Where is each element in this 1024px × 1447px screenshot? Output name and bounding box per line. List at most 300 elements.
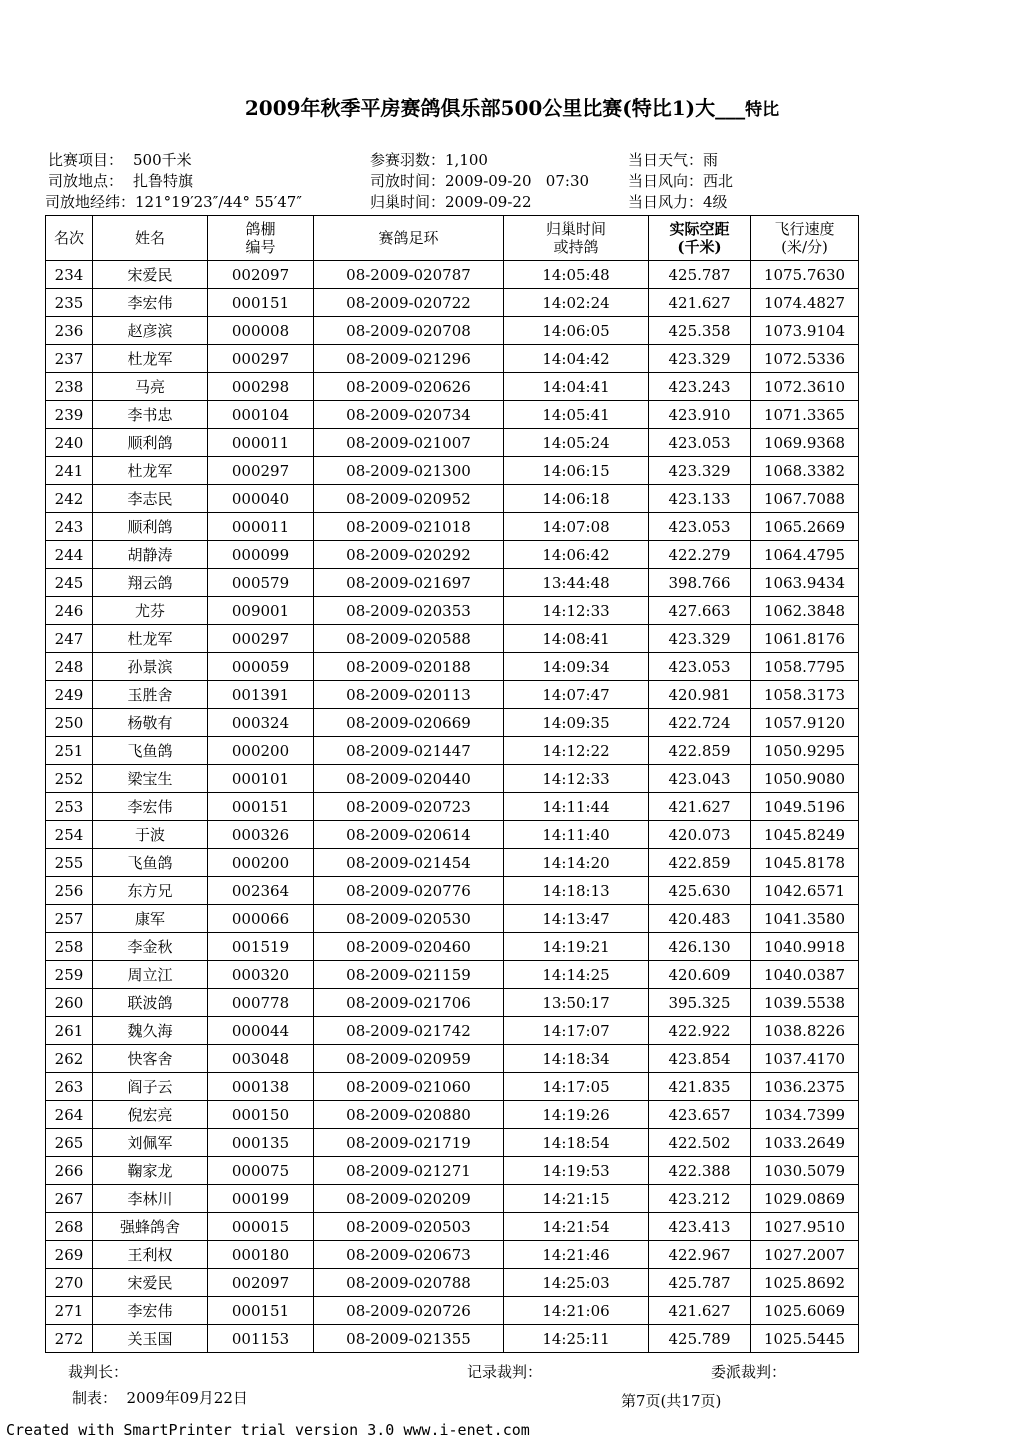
name-cell: 李志民 <box>93 485 208 513</box>
distance-cell: 421.835 <box>649 1073 751 1101</box>
speed-cell: 1073.9104 <box>751 317 859 345</box>
col-distance-header: 实际空距 (千米) <box>649 216 751 261</box>
ring-cell: 08-2009-020776 <box>314 877 504 905</box>
distance-cell: 420.073 <box>649 821 751 849</box>
return-time-cell: 14:14:20 <box>504 849 649 877</box>
name-cell: 周立江 <box>93 961 208 989</box>
rank-cell: 242 <box>46 485 93 513</box>
table-row <box>46 345 859 373</box>
rank-cell: 241 <box>46 457 93 485</box>
ring-cell: 08-2009-021447 <box>314 737 504 765</box>
ring-cell: 08-2009-020787 <box>314 261 504 289</box>
ring-cell: 08-2009-020734 <box>314 401 504 429</box>
loft-cell: 000104 <box>208 401 314 429</box>
name-cell: 联波鸽 <box>93 989 208 1017</box>
return-time-cell: 14:14:25 <box>504 961 649 989</box>
return-time-cell: 14:12:22 <box>504 737 649 765</box>
name-cell: 杜龙军 <box>93 345 208 373</box>
table-row <box>46 429 859 457</box>
return-time-cell: 13:44:48 <box>504 569 649 597</box>
distance-cell: 420.609 <box>649 961 751 989</box>
return-time-cell: 14:06:18 <box>504 485 649 513</box>
speed-cell: 1050.9080 <box>751 765 859 793</box>
name-cell: 赵彦滨 <box>93 317 208 345</box>
event-info: 比赛项目： 500千米 <box>48 151 192 169</box>
loft-cell: 000324 <box>208 709 314 737</box>
title-main: 2009年秋季平房赛鸽俱乐部500公里比赛(特比1)大___ <box>244 96 746 120</box>
speed-cell: 1027.9510 <box>751 1213 859 1241</box>
table-row <box>46 1241 859 1269</box>
ring-cell: 08-2009-020614 <box>314 821 504 849</box>
distance-cell: 427.663 <box>649 597 751 625</box>
rank-cell: 266 <box>46 1157 93 1185</box>
name-cell: 李书忠 <box>93 401 208 429</box>
speed-cell: 1061.8176 <box>751 625 859 653</box>
speed-cell: 1038.8226 <box>751 1017 859 1045</box>
speed-cell: 1036.2375 <box>751 1073 859 1101</box>
rank-cell: 254 <box>46 821 93 849</box>
page-indicator: 第7页(共17页) <box>621 1392 722 1410</box>
loft-cell: 000200 <box>208 737 314 765</box>
table-row <box>46 1325 859 1353</box>
table-row <box>46 681 859 709</box>
loft-cell: 000778 <box>208 989 314 1017</box>
rank-cell: 259 <box>46 961 93 989</box>
distance-cell: 425.630 <box>649 877 751 905</box>
return-time-cell: 13:50:17 <box>504 989 649 1017</box>
table-row <box>46 401 859 429</box>
page-title <box>0 92 1024 121</box>
loft-cell: 000297 <box>208 625 314 653</box>
speed-cell: 1041.3580 <box>751 905 859 933</box>
loft-cell: 000199 <box>208 1185 314 1213</box>
rank-cell: 243 <box>46 513 93 541</box>
name-cell: 东方兄 <box>93 877 208 905</box>
rank-cell: 234 <box>46 261 93 289</box>
rank-cell: 253 <box>46 793 93 821</box>
return-time-cell: 14:12:33 <box>504 765 649 793</box>
distance-cell: 425.789 <box>649 1325 751 1353</box>
loft-cell: 000015 <box>208 1213 314 1241</box>
distance-cell: 423.053 <box>649 513 751 541</box>
speed-cell: 1062.3848 <box>751 597 859 625</box>
name-cell: 李宏伟 <box>93 1297 208 1325</box>
distance-cell: 426.130 <box>649 933 751 961</box>
name-cell: 魏久海 <box>93 1017 208 1045</box>
speed-cell: 1050.9295 <box>751 737 859 765</box>
ring-cell: 08-2009-020723 <box>314 793 504 821</box>
table-row <box>46 1185 859 1213</box>
ring-cell: 08-2009-020952 <box>314 485 504 513</box>
rank-cell: 250 <box>46 709 93 737</box>
loft-cell: 000044 <box>208 1017 314 1045</box>
speed-cell: 1034.7399 <box>751 1101 859 1129</box>
rank-cell: 251 <box>46 737 93 765</box>
distance-cell: 395.325 <box>649 989 751 1017</box>
trial-watermark: Created with SmartPrinter trial version 3.0 www.i-enet.com <box>6 1421 530 1439</box>
table-row <box>46 485 859 513</box>
speed-cell: 1069.9368 <box>751 429 859 457</box>
rank-cell: 235 <box>46 289 93 317</box>
name-cell: 杜龙军 <box>93 625 208 653</box>
name-cell: 宋爱民 <box>93 1269 208 1297</box>
distance-cell: 425.787 <box>649 261 751 289</box>
table-header-row <box>46 216 859 261</box>
rank-cell: 236 <box>46 317 93 345</box>
speed-cell: 1045.8178 <box>751 849 859 877</box>
return-time-cell: 14:21:15 <box>504 1185 649 1213</box>
rank-cell: 257 <box>46 905 93 933</box>
distance-cell: 423.053 <box>649 653 751 681</box>
name-cell: 王利权 <box>93 1241 208 1269</box>
ring-cell: 08-2009-020959 <box>314 1045 504 1073</box>
table-row <box>46 289 859 317</box>
speed-cell: 1063.9434 <box>751 569 859 597</box>
rank-cell: 248 <box>46 653 93 681</box>
distance-cell: 398.766 <box>649 569 751 597</box>
ring-cell: 08-2009-021454 <box>314 849 504 877</box>
speed-cell: 1025.8692 <box>751 1269 859 1297</box>
ring-cell: 08-2009-020726 <box>314 1297 504 1325</box>
speed-cell: 1042.6571 <box>751 877 859 905</box>
col-return-header: 归巢时间 或持鸽 <box>504 216 649 261</box>
table-row <box>46 317 859 345</box>
delegate-judge-label: 委派裁判： <box>711 1363 787 1381</box>
name-cell: 阎子云 <box>93 1073 208 1101</box>
ring-cell: 08-2009-020530 <box>314 905 504 933</box>
speed-cell: 1025.6069 <box>751 1297 859 1325</box>
name-cell: 杨敬有 <box>93 709 208 737</box>
speed-cell: 1075.7630 <box>751 261 859 289</box>
results-table <box>45 215 859 1353</box>
table-row <box>46 513 859 541</box>
distance-cell: 423.329 <box>649 345 751 373</box>
speed-cell: 1068.3382 <box>751 457 859 485</box>
name-cell: 关玉国 <box>93 1325 208 1353</box>
distance-cell: 422.859 <box>649 737 751 765</box>
return-time-cell: 14:11:40 <box>504 821 649 849</box>
rank-cell: 271 <box>46 1297 93 1325</box>
rank-cell: 239 <box>46 401 93 429</box>
chief-judge-label: 裁判长： <box>68 1363 129 1381</box>
speed-cell: 1037.4170 <box>751 1045 859 1073</box>
ring-cell: 08-2009-020588 <box>314 625 504 653</box>
speed-cell: 1033.2649 <box>751 1129 859 1157</box>
rank-cell: 272 <box>46 1325 93 1353</box>
name-cell: 飞鱼鸽 <box>93 849 208 877</box>
ring-cell: 08-2009-021697 <box>314 569 504 597</box>
distance-cell: 422.859 <box>649 849 751 877</box>
return-time-cell: 14:08:41 <box>504 625 649 653</box>
return-time-cell: 14:17:05 <box>504 1073 649 1101</box>
speed-cell: 1065.2669 <box>751 513 859 541</box>
speed-cell: 1027.2007 <box>751 1241 859 1269</box>
ring-cell: 08-2009-020440 <box>314 765 504 793</box>
rank-cell: 264 <box>46 1101 93 1129</box>
rank-cell: 258 <box>46 933 93 961</box>
name-cell: 宋爱民 <box>93 261 208 289</box>
ring-cell: 08-2009-020788 <box>314 1269 504 1297</box>
ring-cell: 08-2009-020722 <box>314 289 504 317</box>
col-rank-header: 名次 <box>46 216 93 261</box>
return-time-cell: 14:21:54 <box>504 1213 649 1241</box>
table-row <box>46 261 859 289</box>
name-cell: 马亮 <box>93 373 208 401</box>
return-time-cell: 14:25:03 <box>504 1269 649 1297</box>
results-body <box>46 261 859 1353</box>
rank-cell: 255 <box>46 849 93 877</box>
speed-cell: 1040.0387 <box>751 961 859 989</box>
rank-cell: 238 <box>46 373 93 401</box>
return-time-cell: 14:13:47 <box>504 905 649 933</box>
wind-direction-info: 当日风向：西北 <box>628 172 734 190</box>
ring-cell: 08-2009-020113 <box>314 681 504 709</box>
ring-cell: 08-2009-020188 <box>314 653 504 681</box>
ring-cell: 08-2009-020708 <box>314 317 504 345</box>
name-cell: 鞠家龙 <box>93 1157 208 1185</box>
name-cell: 康军 <box>93 905 208 933</box>
speed-cell: 1057.9120 <box>751 709 859 737</box>
distance-cell: 421.627 <box>649 793 751 821</box>
name-cell: 顺利鸽 <box>93 429 208 457</box>
return-time-cell: 14:19:26 <box>504 1101 649 1129</box>
rank-cell: 262 <box>46 1045 93 1073</box>
distance-cell: 422.922 <box>649 1017 751 1045</box>
name-cell: 顺利鸽 <box>93 513 208 541</box>
distance-cell: 423.243 <box>649 373 751 401</box>
name-cell: 李宏伟 <box>93 793 208 821</box>
loft-cell: 000200 <box>208 849 314 877</box>
name-cell: 杜龙军 <box>93 457 208 485</box>
table-row <box>46 1213 859 1241</box>
ring-cell: 08-2009-021355 <box>314 1325 504 1353</box>
name-cell: 翔云鸽 <box>93 569 208 597</box>
return-time-cell: 14:05:48 <box>504 261 649 289</box>
return-time-cell: 14:06:15 <box>504 457 649 485</box>
loft-cell: 002097 <box>208 261 314 289</box>
ring-cell: 08-2009-021060 <box>314 1073 504 1101</box>
distance-cell: 423.657 <box>649 1101 751 1129</box>
table-row <box>46 961 859 989</box>
speed-cell: 1049.5196 <box>751 793 859 821</box>
ring-cell: 08-2009-021296 <box>314 345 504 373</box>
loft-cell: 000297 <box>208 457 314 485</box>
loft-cell: 000150 <box>208 1101 314 1129</box>
return-time-cell: 14:21:06 <box>504 1297 649 1325</box>
distance-cell: 422.724 <box>649 709 751 737</box>
record-judge-label: 记录裁判： <box>467 1363 543 1381</box>
speed-cell: 1040.9918 <box>751 933 859 961</box>
distance-cell: 423.329 <box>649 625 751 653</box>
speed-cell: 1039.5538 <box>751 989 859 1017</box>
return-time-cell: 14:18:54 <box>504 1129 649 1157</box>
name-cell: 尤芬 <box>93 597 208 625</box>
ring-cell: 08-2009-020626 <box>314 373 504 401</box>
table-row <box>46 1129 859 1157</box>
speed-cell: 1072.5336 <box>751 345 859 373</box>
speed-cell: 1058.7795 <box>751 653 859 681</box>
release-time-info: 司放时间：2009-09-20 07:30 <box>370 172 590 190</box>
return-time-cell: 14:18:13 <box>504 877 649 905</box>
table-row <box>46 905 859 933</box>
made-by-date: 制表： 2009年09月22日 <box>72 1389 248 1407</box>
title-suffix: 特比 <box>745 100 780 120</box>
name-cell: 刘佩军 <box>93 1129 208 1157</box>
loft-cell: 000101 <box>208 765 314 793</box>
speed-cell: 1072.3610 <box>751 373 859 401</box>
table-row <box>46 597 859 625</box>
ring-cell: 08-2009-020209 <box>314 1185 504 1213</box>
rank-cell: 249 <box>46 681 93 709</box>
loft-cell: 000320 <box>208 961 314 989</box>
ring-cell: 08-2009-021271 <box>314 1157 504 1185</box>
rank-cell: 270 <box>46 1269 93 1297</box>
ring-cell: 08-2009-021300 <box>314 457 504 485</box>
loft-cell: 000151 <box>208 289 314 317</box>
loft-cell: 000075 <box>208 1157 314 1185</box>
loft-cell: 009001 <box>208 597 314 625</box>
return-time-cell: 14:12:33 <box>504 597 649 625</box>
table-row <box>46 737 859 765</box>
table-row <box>46 849 859 877</box>
table-row <box>46 933 859 961</box>
loft-cell: 001391 <box>208 681 314 709</box>
rank-cell: 263 <box>46 1073 93 1101</box>
distance-cell: 420.483 <box>649 905 751 933</box>
ring-cell: 08-2009-020353 <box>314 597 504 625</box>
table-row <box>46 765 859 793</box>
speed-cell: 1071.3365 <box>751 401 859 429</box>
rank-cell: 256 <box>46 877 93 905</box>
table-row <box>46 1045 859 1073</box>
rank-cell: 265 <box>46 1129 93 1157</box>
loft-cell: 000326 <box>208 821 314 849</box>
name-cell: 强蜂鸽舍 <box>93 1213 208 1241</box>
table-row <box>46 569 859 597</box>
return-time-cell: 14:19:21 <box>504 933 649 961</box>
return-time-cell: 14:09:35 <box>504 709 649 737</box>
distance-cell: 422.279 <box>649 541 751 569</box>
coordinates-info: 司放地经纬：121°19′23″/44° 55′47″ <box>45 193 302 211</box>
rank-cell: 247 <box>46 625 93 653</box>
return-time-cell: 14:06:42 <box>504 541 649 569</box>
loft-cell: 003048 <box>208 1045 314 1073</box>
distance-cell: 420.981 <box>649 681 751 709</box>
name-cell: 倪宏亮 <box>93 1101 208 1129</box>
loft-cell: 000297 <box>208 345 314 373</box>
table-row <box>46 709 859 737</box>
loft-cell: 002097 <box>208 1269 314 1297</box>
table-row <box>46 1073 859 1101</box>
col-speed-header: 飞行速度 (米/分) <box>751 216 859 261</box>
rank-cell: 267 <box>46 1185 93 1213</box>
distance-cell: 423.854 <box>649 1045 751 1073</box>
rank-cell: 260 <box>46 989 93 1017</box>
return-time-cell: 14:07:47 <box>504 681 649 709</box>
table-row <box>46 1269 859 1297</box>
loft-cell: 000138 <box>208 1073 314 1101</box>
speed-cell: 1045.8249 <box>751 821 859 849</box>
rank-cell: 246 <box>46 597 93 625</box>
col-loft-header: 鸽棚 编号 <box>208 216 314 261</box>
name-cell: 孙景滨 <box>93 653 208 681</box>
loft-cell: 000135 <box>208 1129 314 1157</box>
loft-cell: 000151 <box>208 1297 314 1325</box>
rank-cell: 269 <box>46 1241 93 1269</box>
name-cell: 快客舍 <box>93 1045 208 1073</box>
distance-cell: 423.053 <box>649 429 751 457</box>
return-time-cell: 14:04:42 <box>504 345 649 373</box>
loft-cell: 002364 <box>208 877 314 905</box>
name-cell: 胡静涛 <box>93 541 208 569</box>
distance-cell: 423.910 <box>649 401 751 429</box>
distance-cell: 421.627 <box>649 289 751 317</box>
ring-cell: 08-2009-021719 <box>314 1129 504 1157</box>
loft-cell: 000066 <box>208 905 314 933</box>
ring-cell: 08-2009-020460 <box>314 933 504 961</box>
table-row <box>46 1157 859 1185</box>
weather-info: 当日天气：雨 <box>628 151 719 169</box>
return-time-cell: 14:07:08 <box>504 513 649 541</box>
table-row <box>46 457 859 485</box>
col-name-header: 姓名 <box>93 216 208 261</box>
distance-cell: 422.967 <box>649 1241 751 1269</box>
rank-cell: 252 <box>46 765 93 793</box>
return-time-cell: 14:21:46 <box>504 1241 649 1269</box>
name-cell: 于波 <box>93 821 208 849</box>
name-cell: 李宏伟 <box>93 289 208 317</box>
rank-cell: 237 <box>46 345 93 373</box>
release-place-info: 司放地点： 扎鲁特旗 <box>48 172 194 190</box>
table-row <box>46 793 859 821</box>
name-cell: 李林川 <box>93 1185 208 1213</box>
distance-cell: 422.388 <box>649 1157 751 1185</box>
rank-cell: 268 <box>46 1213 93 1241</box>
ring-cell: 08-2009-021018 <box>314 513 504 541</box>
ring-cell: 08-2009-020669 <box>314 709 504 737</box>
rank-cell: 240 <box>46 429 93 457</box>
return-time-cell: 14:02:24 <box>504 289 649 317</box>
entries-info: 参赛羽数：1,100 <box>370 151 488 169</box>
loft-cell: 000040 <box>208 485 314 513</box>
return-time-cell: 14:11:44 <box>504 793 649 821</box>
distance-cell: 425.358 <box>649 317 751 345</box>
name-cell: 玉胜舍 <box>93 681 208 709</box>
return-time-cell: 14:18:34 <box>504 1045 649 1073</box>
table-row <box>46 821 859 849</box>
table-row <box>46 1297 859 1325</box>
ring-cell: 08-2009-020880 <box>314 1101 504 1129</box>
speed-cell: 1025.5445 <box>751 1325 859 1353</box>
return-time-cell: 14:17:07 <box>504 1017 649 1045</box>
loft-cell: 000180 <box>208 1241 314 1269</box>
distance-cell: 423.133 <box>649 485 751 513</box>
return-time-cell: 14:04:41 <box>504 373 649 401</box>
return-time-cell: 14:19:53 <box>504 1157 649 1185</box>
loft-cell: 000008 <box>208 317 314 345</box>
distance-cell: 425.787 <box>649 1269 751 1297</box>
loft-cell: 000011 <box>208 513 314 541</box>
ring-cell: 08-2009-021742 <box>314 1017 504 1045</box>
loft-cell: 001519 <box>208 933 314 961</box>
speed-cell: 1074.4827 <box>751 289 859 317</box>
return-time-cell: 14:06:05 <box>504 317 649 345</box>
table-row <box>46 1017 859 1045</box>
speed-cell: 1067.7088 <box>751 485 859 513</box>
return-time-cell: 14:25:11 <box>504 1325 649 1353</box>
name-cell: 梁宝生 <box>93 765 208 793</box>
name-cell: 李金秋 <box>93 933 208 961</box>
